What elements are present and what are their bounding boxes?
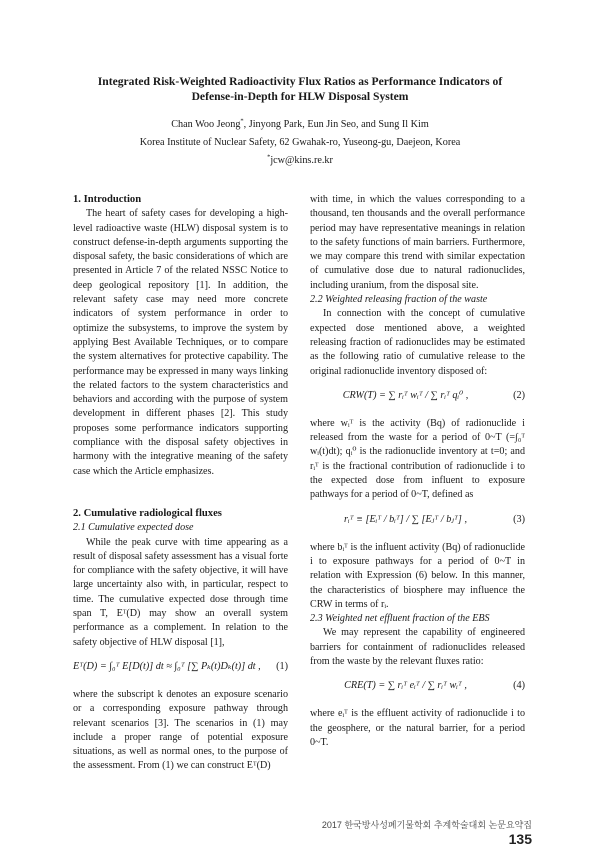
co-authors: , Jinyong Park, Eun Jin Seo, and Sung Il Kim [243,119,429,130]
equation-4-number: (4) [513,680,525,692]
expected-dose-paragraph-2: where the subscript k denotes an exposure scenario or a corresponding exposure pathway through relevant scenarios [3]. The scenarios in (1) may include a proper range of potential exposure situations, as well as normal ones, to the purpose of the assessment. From (1) we can construct Eᵀ(D) [73,688,288,772]
corresponding-author: Chan Woo Jeong [171,119,241,130]
equation-3 [310,513,525,531]
effluent-fraction-paragraph: We may represent the capability of engineered barriers for containment of radionuclides released from the waste by the relevant fluxes ratio: [310,627,525,668]
author-list [70,119,530,130]
subsection-heading-releasing-fraction: 2.2 Weighted releasing fraction of the waste [310,294,488,306]
releasing-fraction-paragraph-3: where bᵢᵀ is the influent activity (Bq) of radionuclide i to exposure pathways for a period of 0~T in relation with Expression (6) below. In this manner, the characteristics of biosphere may influence the CRW in terms of rᵢ. [310,541,525,610]
equation-2-body: CRW(T) = ∑ rᵢᵀ wᵢᵀ / ∑ rᵢᵀ qᵢ⁰ , [342,389,469,401]
releasing-fraction-paragraph: In connection with the concept of cumulative expected dose mentioned above, a weighted releasing fraction of radionuclides may be estimated as the following ratio of cumulative release to the original radionuclide inventory disposed of: [310,308,525,377]
left-column [73,193,288,774]
email-address: jcw@kins.re.kr [270,155,333,166]
corresponding-mark: * [240,117,244,125]
equation-1-body: Eᵀ(D) = ∫₀ᵀ E[D(t)] dt ≈ ∫₀ᵀ [∑ Pₖ(t)Dₖ(t)] dt , [73,660,261,672]
email-mark: * [267,153,271,161]
proceedings-name: 2017 한국방사성폐기물학회 추계학술대회 논문요약집 [321,820,532,830]
section-heading-cumulative-fluxes: 2. Cumulative radiological fluxes [73,507,222,519]
equation-2 [310,389,525,407]
subsection-heading-effluent-fraction: 2.3 Weighted net effluent fraction of the EBS [310,613,490,625]
continuation-paragraph: with time, in which the values corresponding to a thousand, ten thousands and the overall performance period may have representative meanings in relation to the safety functions of main barriers. Furthermore, we may compare this trend with similar expectation of cumulative dose due to natural radionuclides, including uranium, from the disposal site. [310,194,525,291]
page-footer [300,818,532,847]
affiliation: Korea Institute of Nuclear Safety, 62 Gwahak-ro, Yuseong-gu, Daejeon, Korea [139,137,461,148]
releasing-fraction-paragraph-2: where wᵢᵀ is the activity (Bq) of radionuclide i released from the waste for a period of 0~T (=∫₀ᵀ wᵢ(t)dt); qᵢ⁰ is the radionuclide inventory at t=0; and rᵢᵀ is the fractional contribution of radionuclide i to the expected dose from influent to exposure pathways for a period of 0~T, defined as [310,417,525,501]
equation-3-body: rᵢᵀ ≡ [Eᵢᵀ / bᵢᵀ] / ∑ [Eⱼᵀ / bⱼᵀ] , [344,513,467,525]
subsection-heading-expected-dose: 2.1 Cumulative expected dose [73,522,194,534]
title-line-1: Integrated Risk-Weighted Radioactivity Flux Ratios as Performance Indicators of [97,75,503,88]
equation-1 [73,660,288,678]
paper-title [70,74,530,104]
expected-dose-paragraph: While the peak curve with time appearing as a result of disposal safety assessment has a visual forte for compliance with the safety objective, it will have large uncertainty also with, in particular, respect to time. The cumulative expected dose through time span T, Eᵀ(D) may show an overall system performance as a complement. In relation to the safety objective of HLW disposal [1], [73,536,288,648]
introduction-paragraph: The heart of safety cases for developing a high-level radioactive waste (HLW) disposal system is to construct defense-in-depth arguments supporting the disposal safety, the basic considerations of which are presented in Article 7 of the related NSSC Notice to deep geological repository [1]. In addition, the relevant safety case may need more concrete indicators of system performance in order to optimize the subsystems, to improve the system by applying Best Available Techniques, or to compare the system alternatives for protective capability. The performance may be expressed in many ways linking the related factors to the system characteristics and behaviors and according with the purpose of system development in different phases [2]. This study proposes some performance indicators supporting compliance with the disposal safety objectives in harmony with the integrative meaning of the safety case which the Article emphasizes. [73,208,288,477]
title-line-2: Defense-in-Depth for HLW Disposal System [191,90,409,103]
equation-2-number: (2) [513,389,525,401]
equation-4-body: CRE(T) = ∑ rᵢᵀ eᵢᵀ / ∑ rᵢᵀ wᵢᵀ , [344,680,467,692]
section-heading-introduction: 1. Introduction [73,194,142,205]
page-number: 135 [508,831,532,847]
equation-1-number: (1) [276,660,288,672]
effluent-fraction-paragraph-2: where eᵢᵀ is the effluent activity of radionuclide i to the geosphere, or the natural barrier, for a period 0~T. [310,708,525,748]
right-column [310,193,525,750]
equation-3-number: (3) [513,513,525,525]
contact-email [70,155,530,166]
equation-4 [310,679,525,697]
